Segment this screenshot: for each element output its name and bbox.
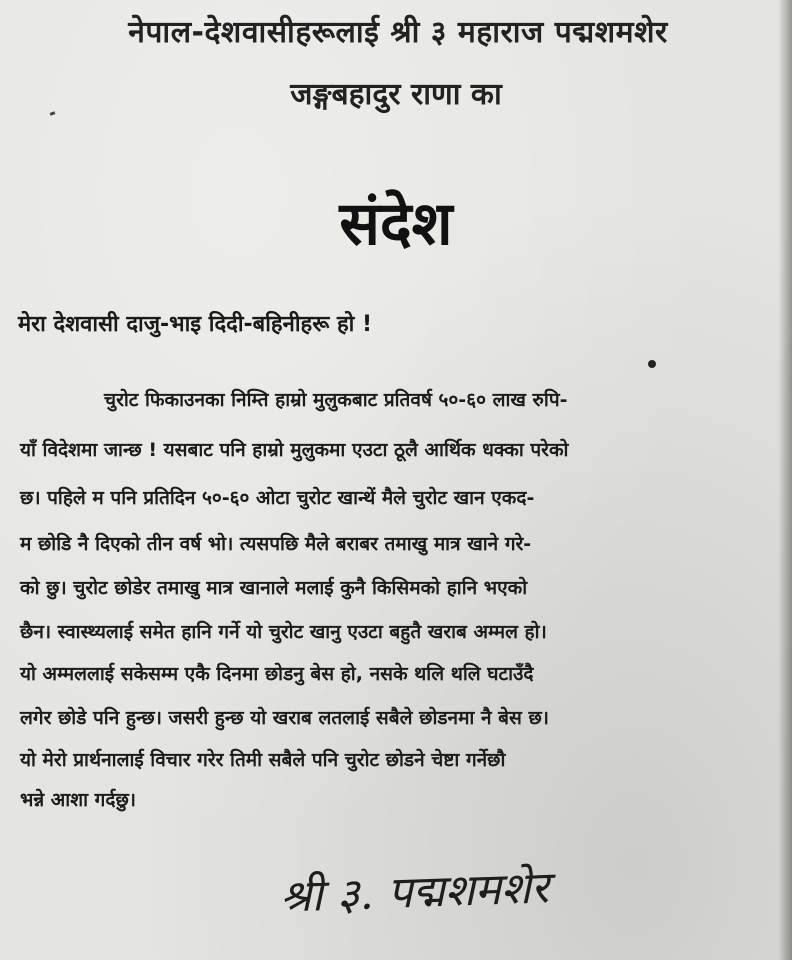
body-line-4: म छोडि नै दिएको तीन वर्ष भो। त्यसपछि मैले बराबर तमाखु मात्र खाने गरे- [20,533,532,555]
ink-dot [648,360,656,368]
body-line-8: लगेर छोडे पनि हुन्छ। जसरी हुन्छ यो खराब लतलाई सबैले छोडनमा नै बेस छ। [20,707,549,729]
body-line-3: छ। पहिले म पनि प्रतिदिन ५०-६० ओटा चुरोट खान्थें मैले चुरोट खान एकद- [20,487,535,509]
body-line-2: याँ विदेशमा जान्छ ! यसबाट पनि हाम्रो मुलुकमा एउटा ठूलै आर्थिक धक्का परेको [20,439,569,461]
header-line-2: जङ्गबहादुर राणा का [290,77,502,112]
body-line-9: यो मेरो प्रार्थनालाई विचार गरेर तिमी सबैले पनि चुरोट छोडने चेष्टा गर्नेछौ [20,749,506,771]
body-line-7: यो अम्मललाई सकेसम्म एकै दिनमा छोडनु बेस हो, नसके थलि थलि घटाउँदै [20,663,534,685]
signature: श्री ३. पद्मशमशेर [279,862,550,923]
document-title: संदेश [339,189,453,259]
body-line-10: भन्ने आशा गर्दछु। [20,789,136,811]
salutation: मेरा देशवासी दाजु-भाइ दिदी-बहिनीहरू हो ! [18,312,373,337]
header-line-1: नेपाल-देशवासीहरूलाई श्री ३ महाराज पद्मशमशेर [128,15,668,50]
body-line-6: छैन। स्वास्थ्यलाई समेत हानि गर्ने यो चुरोट खानु एउटा बहुतै खराब अम्मल हो। [20,621,547,643]
body-line-1: चुरोट फिकाउनका निम्ति हाम्रो मुलुकबाट प्रतिवर्ष ५०-६० लाख रुपि- [104,389,568,411]
page-edge-shadow [778,0,792,960]
body-line-5: को छु। चुरोट छोडेर तमाखु मात्र खानाले मलाई कुनै किसिमको हानि भएको [20,577,528,599]
